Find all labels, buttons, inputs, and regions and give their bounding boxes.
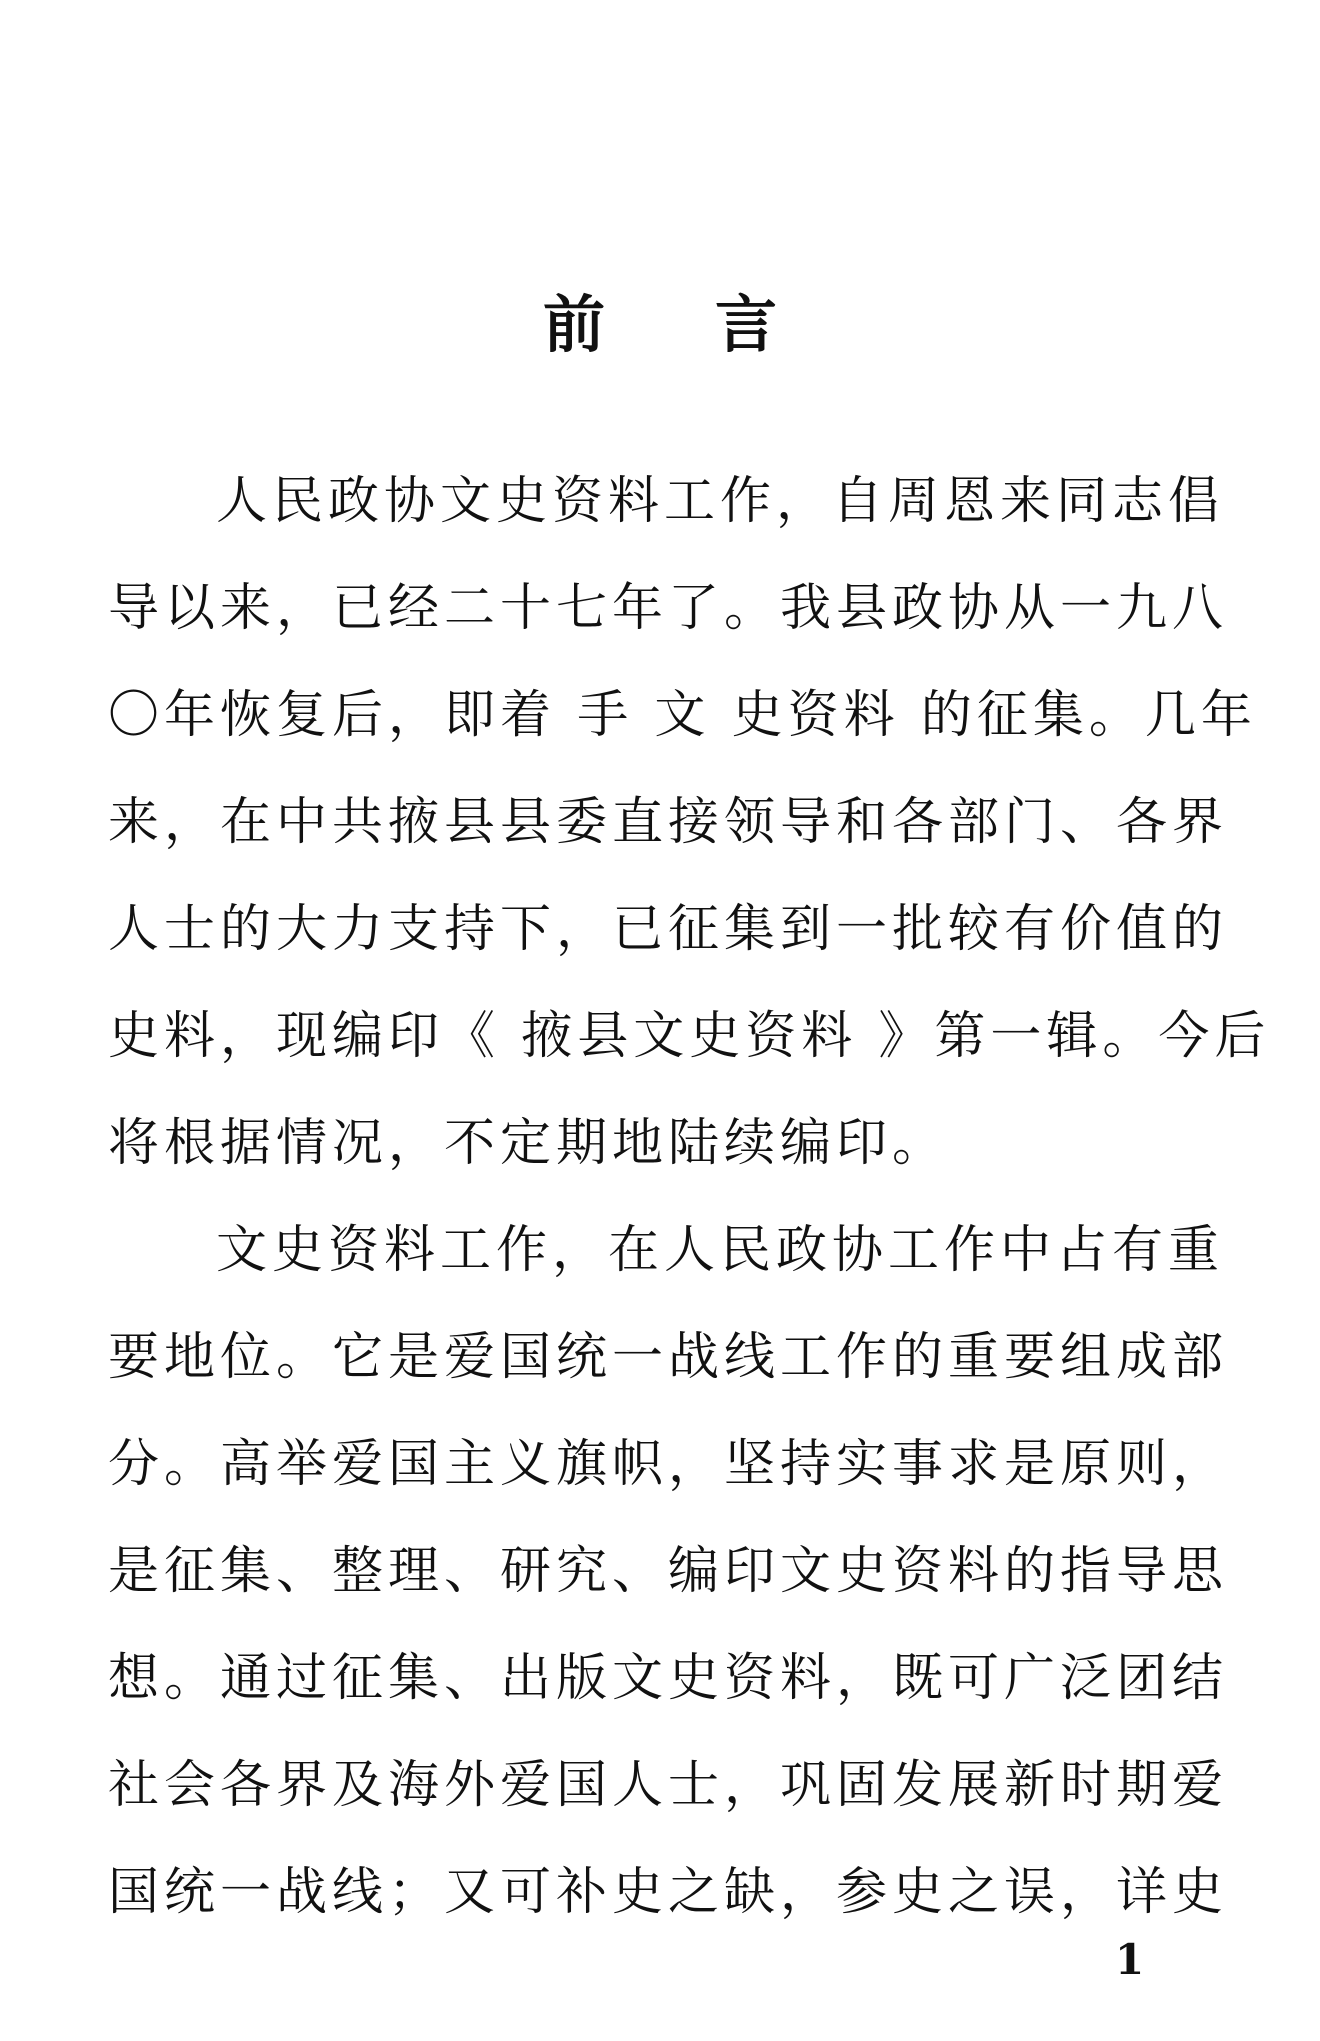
title-char-2: 言 (715, 288, 778, 361)
paragraph-1-line-5: 人士的大力支持下，已征集到一批较有价值的 (108, 900, 1229, 959)
paragraph-1-line-4: 来，在中共掖县县委直接领导和各部门、各界 (108, 793, 1229, 852)
paragraph-2-line-1: 文史资料工作，在人民政协工作中占有重 (216, 1221, 1225, 1280)
paragraph-2-line-6: 社会各界及海外爱国人士，巩固发展新时期爱 (108, 1756, 1229, 1815)
title-char-1: 前 (542, 288, 605, 361)
paragraph-1-line-1: 人民政协文史资料工作，自周恩来同志倡 (216, 472, 1225, 531)
paragraph-2-line-4: 是征集、整理、研究、编印文史资料的指导思 (108, 1542, 1229, 1601)
paragraph-2-line-5: 想。通过征集、出版文史资料，既可广泛团结 (108, 1649, 1229, 1708)
paragraph-1-line-7: 将根据情况，不定期地陆续编印。 (108, 1114, 949, 1173)
paragraph-1-line-2: 导以来，已经二十七年了。我县政协从一九八 (108, 579, 1229, 638)
body-text (108, 448, 1271, 1946)
page-title (0, 280, 1320, 370)
paragraph-2-line-2: 要地位。它是爱国统一战线工作的重要组成部 (108, 1328, 1229, 1387)
paragraph-2-line-7: 国统一战线；又可补史之缺，参史之误，详史 (108, 1863, 1229, 1922)
page-number: 1 (1115, 1935, 1145, 1984)
paragraph-2-line-3: 分。高举爱国主义旗帜，坚持实事求是原则， (108, 1435, 1229, 1494)
paragraph-1-line-6: 史料，现编印《 掖县文史资料 》第一辑。今后 (108, 1007, 1271, 1066)
paragraph-1-line-3: 〇年恢复后，即着 手 文 史资料 的征集。几年 (108, 686, 1257, 745)
